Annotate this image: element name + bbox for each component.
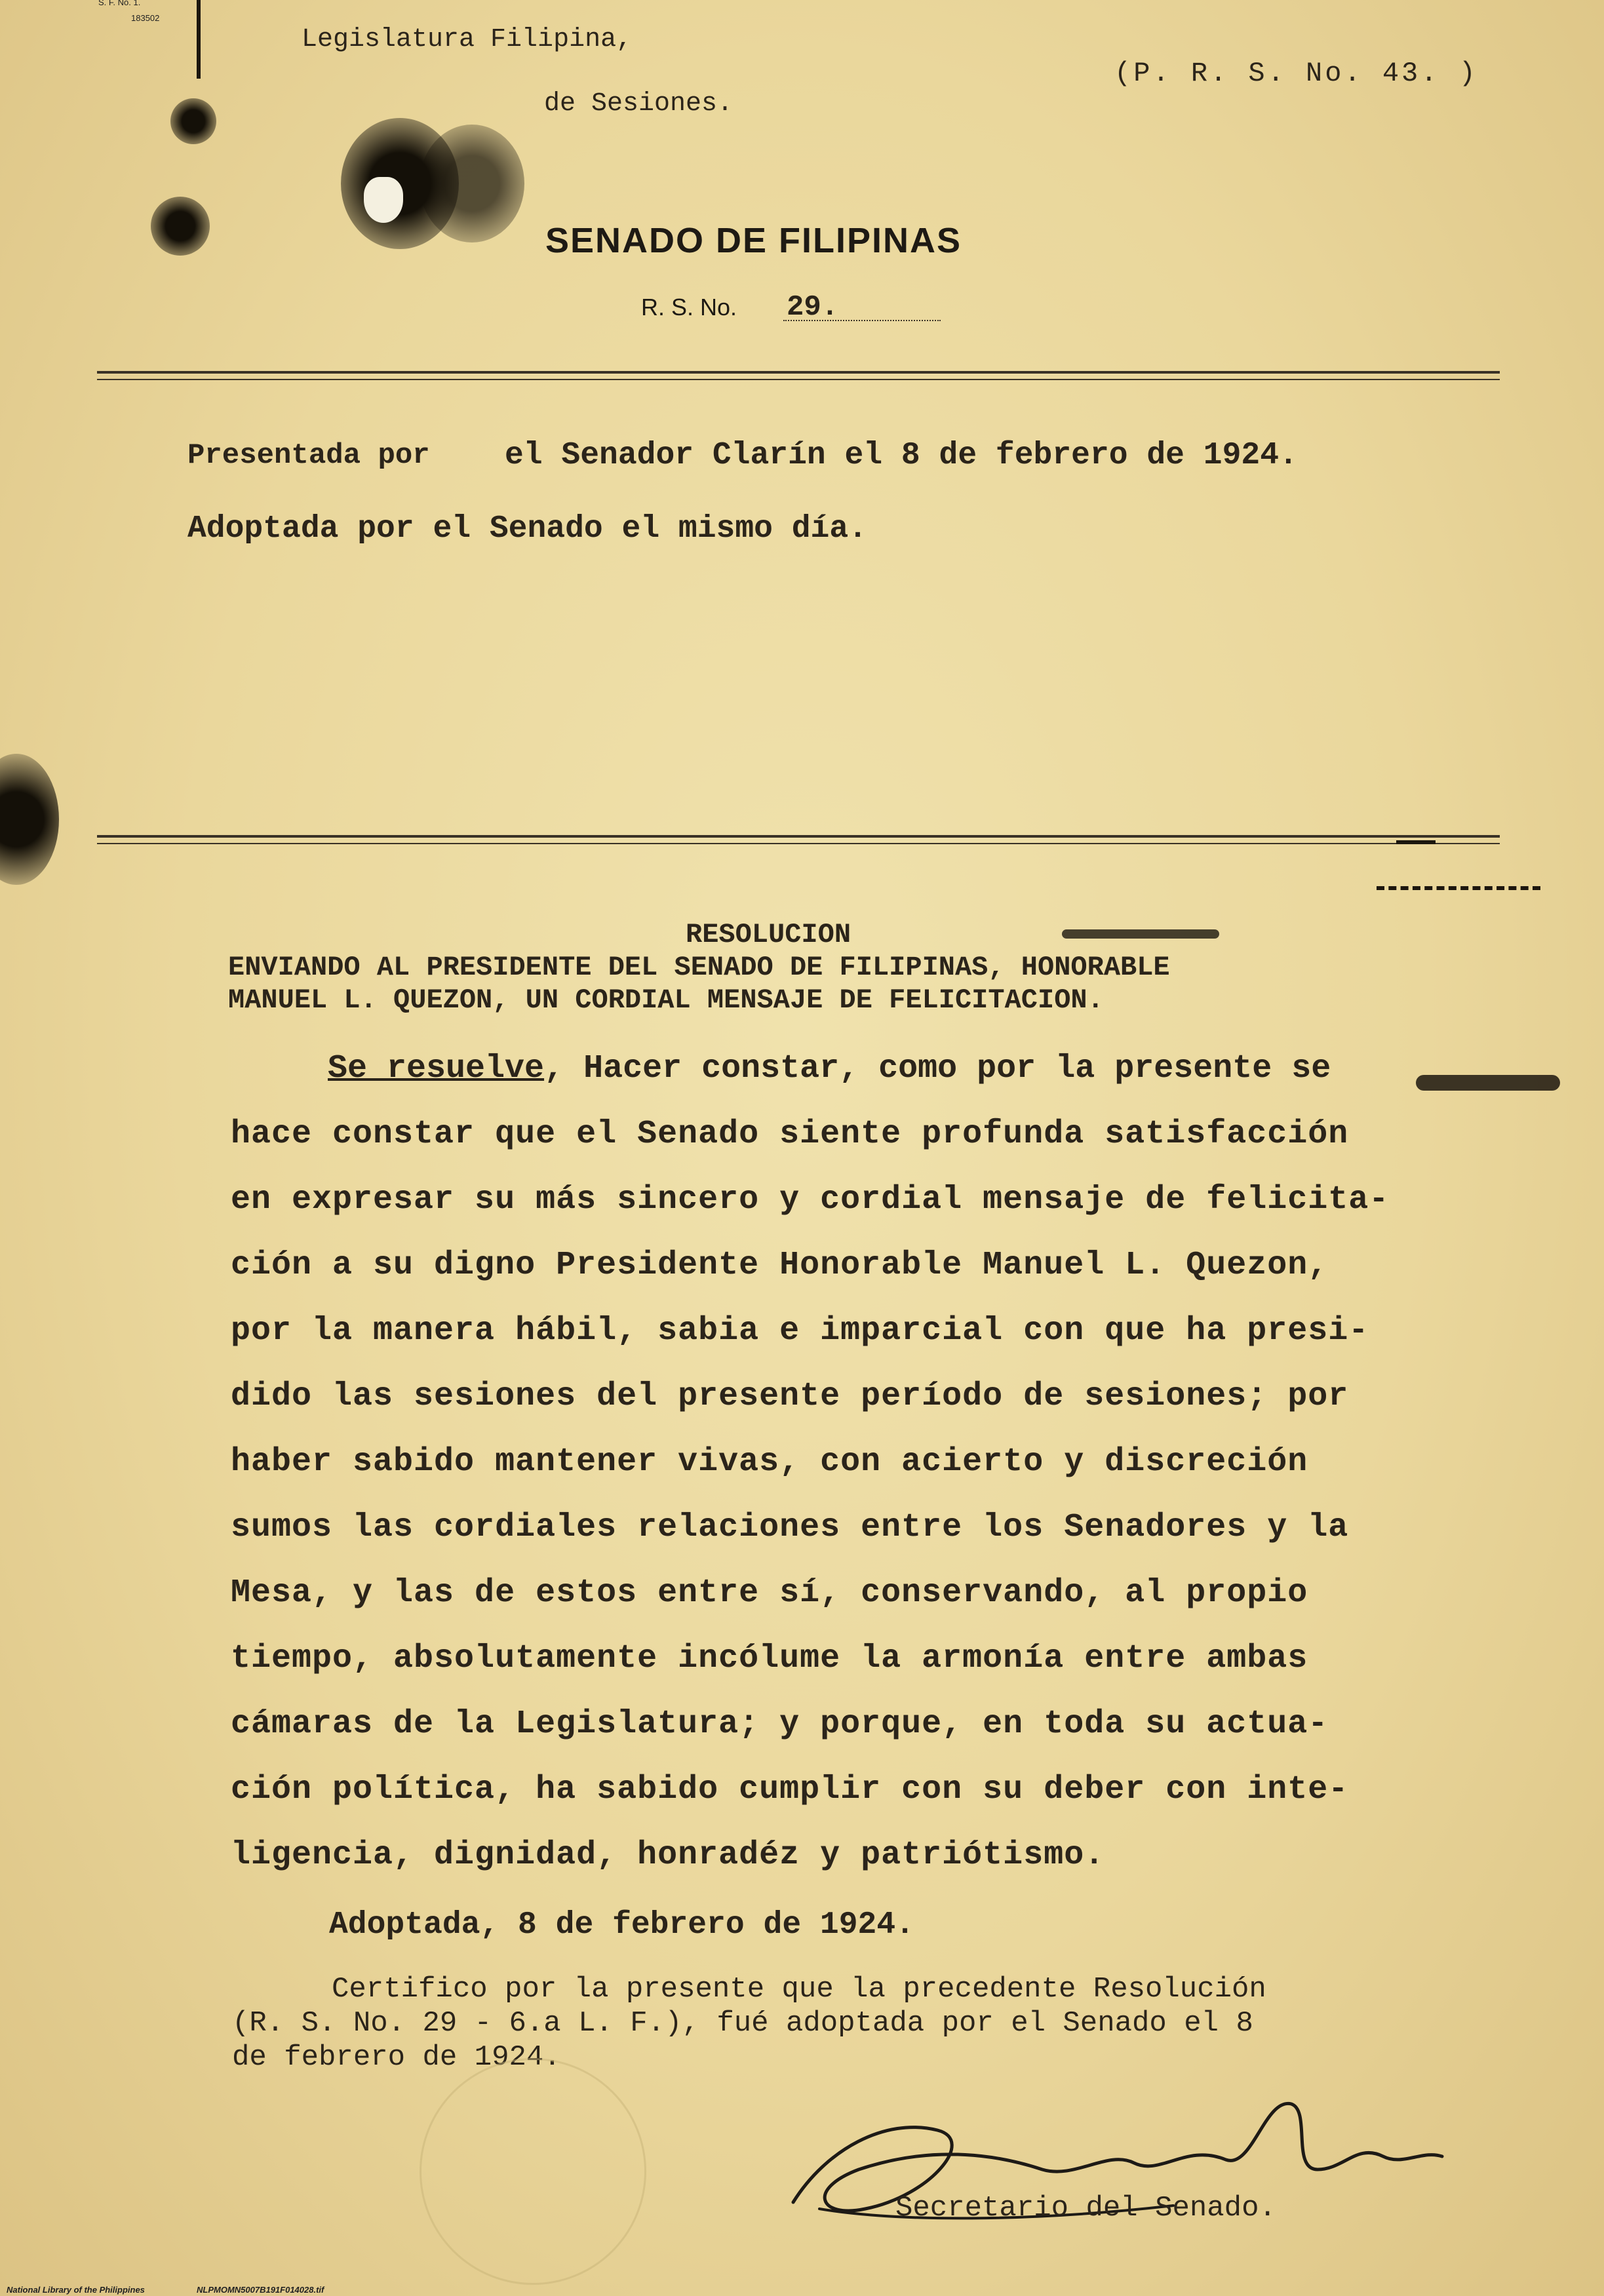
resolution-body-line: ligencia, dignidad, honradéz y patriótismo. bbox=[231, 1837, 1105, 1874]
se-resuelve: Se resuelve bbox=[328, 1050, 545, 1087]
ink-dash bbox=[1396, 840, 1436, 844]
ink-dash bbox=[1377, 886, 1540, 890]
resolution-body-line: Mesa, y las de estos entre sí, conservando, al propio bbox=[231, 1574, 1308, 1612]
resolution-subtitle-2: MANUEL L. QUEZON, UN CORDIAL MENSAJE DE FELICITACION. bbox=[228, 984, 1104, 1016]
adopted-date: Adoptada, 8 de febrero de 1924. bbox=[329, 1907, 914, 1943]
ink-blot bbox=[170, 98, 216, 144]
resolution-body-line: en expresar su más sincero y cordial mensaje de felicita- bbox=[231, 1181, 1390, 1218]
ink-blot bbox=[420, 125, 524, 243]
resolution-title: RESOLUCION bbox=[686, 919, 851, 950]
resolution-body-line: sumos las cordiales relaciones entre los Senadores y la bbox=[231, 1509, 1349, 1546]
rs-number-underline bbox=[783, 320, 941, 321]
certify-line-3: de febrero de 1924. bbox=[232, 2041, 561, 2074]
certify-line-2: (R. S. No. 29 - 6.a L. F.), fué adoptada por el Senado el 8 bbox=[232, 2007, 1253, 2040]
resolution-first-line bbox=[328, 1050, 1331, 1087]
adopted-same-day: Adoptada por el Senado el mismo día. bbox=[187, 511, 867, 547]
senate-title: SENADO DE FILIPINAS bbox=[545, 221, 962, 260]
resolution-body-line: ción política, ha sabido cumplir con su deber con inte- bbox=[231, 1771, 1349, 1808]
resolution-body-line: haber sabido mantener vivas, con acierto y discreción bbox=[231, 1443, 1308, 1481]
presented-by-label: Presentada por bbox=[187, 439, 430, 472]
ink-blot bbox=[151, 197, 210, 256]
resolution-body-line: ción a su digno Presidente Honorable Manuel L. Quezon, bbox=[231, 1247, 1329, 1284]
resolution-body-line: dido las sesiones del presente período de sesiones; por bbox=[231, 1378, 1349, 1415]
rs-label: R. S. No. bbox=[641, 294, 737, 321]
embossed-seal bbox=[420, 2058, 646, 2285]
presented-by-value: el Senador Clarín el 8 de febrero de 1924. bbox=[505, 438, 1298, 473]
file-id: NLPMOMN5007B191F014028.tif bbox=[197, 2285, 324, 2295]
ink-strike bbox=[1062, 929, 1219, 939]
resolution-body-line: cámaras de la Legislatura; y porque, en toda su actua- bbox=[231, 1705, 1329, 1743]
resolution-body-line: tiempo, absolutamente incólume la armonía entre ambas bbox=[231, 1640, 1308, 1677]
signature-title: Secretario del Senado. bbox=[895, 2192, 1276, 2225]
resolution-subtitle-1: ENVIANDO AL PRESIDENTE DEL SENADO DE FILIPINAS, HONORABLE bbox=[228, 952, 1170, 983]
library-credit: National Library of the Philippines bbox=[7, 2285, 145, 2295]
header-rule bbox=[97, 371, 1500, 374]
header-rule-thin bbox=[97, 379, 1500, 380]
legislature-label: Legislatura Filipina, bbox=[302, 25, 633, 54]
sessions-label: de Sesiones. bbox=[544, 89, 734, 119]
resolution-body-line: hace constar que el Senado siente profunda satisfacción bbox=[231, 1116, 1349, 1153]
resolution-body-line: por la manera hábil, sabia e imparcial con que ha presi- bbox=[231, 1312, 1369, 1350]
mid-rule bbox=[97, 835, 1500, 838]
certify-line-1: Certifico por la presente que la precedente Resolución bbox=[332, 1973, 1266, 2006]
file-number: 183502 bbox=[131, 13, 160, 23]
mid-rule-thin bbox=[97, 843, 1500, 844]
ink-smudge bbox=[1416, 1075, 1560, 1091]
resolution-first-line-rest: , Hacer constar, como por la presente se bbox=[544, 1050, 1331, 1087]
handwritten-mark bbox=[197, 0, 220, 79]
form-number: S. F. No. 1. bbox=[98, 0, 141, 7]
paper-hole bbox=[364, 177, 403, 223]
prs-number: (P. R. S. No. 43. ) bbox=[1114, 58, 1478, 89]
rs-number: 29. bbox=[787, 291, 839, 324]
